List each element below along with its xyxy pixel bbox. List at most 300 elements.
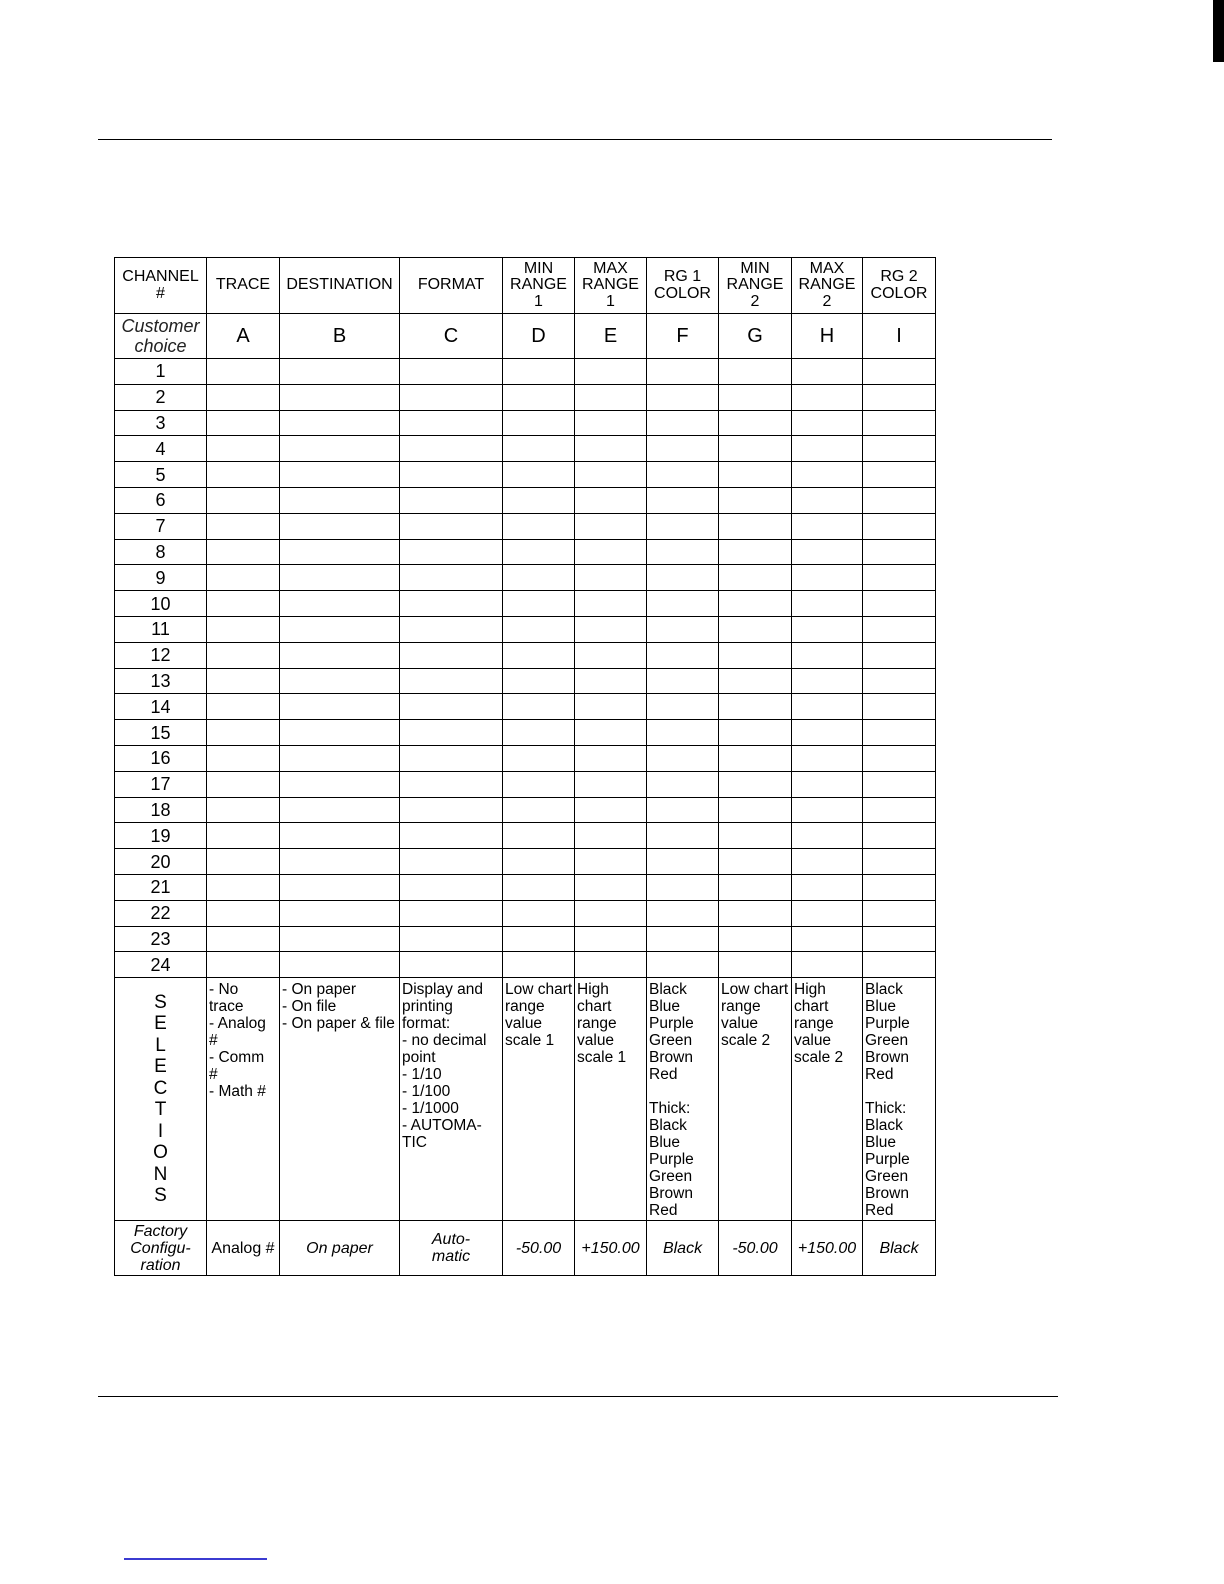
selection-line: - On paper & file bbox=[282, 1015, 395, 1033]
selections-label-letter: S bbox=[154, 1185, 167, 1207]
empty-entry-cell bbox=[280, 384, 400, 410]
column-header: DESTINATION bbox=[280, 258, 400, 314]
empty-entry-cell bbox=[719, 410, 792, 436]
header-rule bbox=[98, 139, 1052, 140]
empty-entry-cell bbox=[503, 926, 575, 952]
column-letter: D bbox=[503, 314, 575, 359]
empty-entry-cell bbox=[280, 823, 400, 849]
empty-entry-cell bbox=[280, 359, 400, 385]
empty-entry-cell bbox=[792, 436, 863, 462]
selection-line: Low chart bbox=[721, 981, 789, 999]
selections-label-letter: I bbox=[157, 1120, 164, 1142]
empty-entry-cell bbox=[207, 900, 280, 926]
empty-entry-cell bbox=[863, 694, 936, 720]
empty-entry-cell bbox=[207, 565, 280, 591]
empty-entry-cell bbox=[863, 591, 936, 617]
empty-entry-cell bbox=[719, 616, 792, 642]
channel-number: 16 bbox=[115, 745, 207, 771]
empty-entry-cell bbox=[400, 771, 503, 797]
empty-entry-cell bbox=[792, 487, 863, 513]
empty-entry-cell bbox=[207, 668, 280, 694]
empty-entry-cell bbox=[503, 720, 575, 746]
empty-entry-cell bbox=[792, 952, 863, 978]
empty-entry-cell bbox=[400, 539, 503, 565]
selection-line: Red bbox=[865, 1066, 894, 1084]
selections-label-letter: E bbox=[154, 1013, 167, 1035]
empty-entry-cell bbox=[647, 384, 719, 410]
empty-entry-cell bbox=[647, 849, 719, 875]
empty-entry-cell bbox=[400, 642, 503, 668]
channel-number: 21 bbox=[115, 874, 207, 900]
empty-entry-cell bbox=[503, 359, 575, 385]
factory-max-range-1: +150.00 bbox=[575, 1221, 647, 1276]
selection-line: - Analog bbox=[209, 1015, 266, 1033]
selection-line: range bbox=[505, 998, 545, 1016]
empty-entry-cell bbox=[400, 694, 503, 720]
empty-entry-cell bbox=[575, 926, 647, 952]
empty-entry-cell bbox=[400, 410, 503, 436]
empty-entry-cell bbox=[863, 487, 936, 513]
channel-row bbox=[115, 668, 936, 694]
empty-entry-cell bbox=[207, 849, 280, 875]
empty-entry-cell bbox=[647, 694, 719, 720]
empty-entry-cell bbox=[207, 874, 280, 900]
channel-row bbox=[115, 849, 936, 875]
empty-entry-cell bbox=[792, 720, 863, 746]
selection-line: trace bbox=[209, 998, 244, 1016]
channel-row bbox=[115, 591, 936, 617]
column-header: MIN RANGE 2 bbox=[719, 258, 792, 314]
channel-number: 17 bbox=[115, 771, 207, 797]
selection-line: Green bbox=[649, 1032, 693, 1050]
empty-entry-cell bbox=[575, 771, 647, 797]
empty-entry-cell bbox=[280, 874, 400, 900]
empty-entry-cell bbox=[503, 487, 575, 513]
empty-entry-cell bbox=[503, 900, 575, 926]
column-header: RG 2 COLOR bbox=[863, 258, 936, 314]
empty-entry-cell bbox=[400, 797, 503, 823]
selection-line: chart bbox=[577, 998, 612, 1016]
empty-entry-cell bbox=[280, 900, 400, 926]
selection-line: value bbox=[577, 1032, 615, 1050]
selection-line: Green bbox=[649, 1168, 693, 1186]
empty-entry-cell bbox=[503, 384, 575, 410]
empty-entry-cell bbox=[647, 952, 719, 978]
empty-entry-cell bbox=[719, 668, 792, 694]
factory-format: Auto- matic bbox=[400, 1221, 503, 1276]
empty-entry-cell bbox=[647, 874, 719, 900]
empty-entry-cell bbox=[792, 771, 863, 797]
empty-entry-cell bbox=[719, 823, 792, 849]
channel-number: 9 bbox=[115, 565, 207, 591]
empty-entry-cell bbox=[719, 849, 792, 875]
empty-entry-cell bbox=[503, 745, 575, 771]
selection-line: Blue bbox=[649, 998, 681, 1016]
empty-entry-cell bbox=[863, 410, 936, 436]
empty-entry-cell bbox=[207, 591, 280, 617]
factory-min-range-2: -50.00 bbox=[719, 1221, 792, 1276]
empty-entry-cell bbox=[792, 668, 863, 694]
empty-entry-cell bbox=[863, 952, 936, 978]
selection-line: Brown bbox=[865, 1049, 909, 1067]
empty-entry-cell bbox=[647, 565, 719, 591]
empty-entry-cell bbox=[503, 771, 575, 797]
empty-entry-cell bbox=[400, 513, 503, 539]
empty-entry-cell bbox=[503, 874, 575, 900]
empty-entry-cell bbox=[575, 359, 647, 385]
selection-line: Purple bbox=[649, 1015, 694, 1033]
channel-row bbox=[115, 384, 936, 410]
empty-entry-cell bbox=[647, 487, 719, 513]
channel-row bbox=[115, 720, 936, 746]
empty-entry-cell bbox=[863, 771, 936, 797]
empty-entry-cell bbox=[863, 359, 936, 385]
empty-entry-cell bbox=[400, 436, 503, 462]
empty-entry-cell bbox=[207, 462, 280, 488]
empty-entry-cell bbox=[400, 720, 503, 746]
empty-entry-cell bbox=[719, 462, 792, 488]
channel-number: 5 bbox=[115, 462, 207, 488]
selection-line: scale 2 bbox=[721, 1032, 771, 1050]
empty-entry-cell bbox=[863, 565, 936, 591]
empty-entry-cell bbox=[207, 797, 280, 823]
empty-entry-cell bbox=[280, 745, 400, 771]
selection-line: Purple bbox=[649, 1151, 694, 1169]
selection-line: High bbox=[794, 981, 826, 999]
selection-line: Thick: bbox=[649, 1100, 691, 1118]
channel-row bbox=[115, 487, 936, 513]
empty-entry-cell bbox=[207, 823, 280, 849]
empty-entry-cell bbox=[280, 487, 400, 513]
header-row bbox=[115, 258, 936, 314]
factory-destination: On paper bbox=[280, 1221, 400, 1276]
empty-entry-cell bbox=[503, 539, 575, 565]
empty-entry-cell bbox=[863, 926, 936, 952]
empty-entry-cell bbox=[719, 591, 792, 617]
selection-line: # bbox=[209, 1032, 218, 1050]
empty-entry-cell bbox=[280, 771, 400, 797]
selections-label-letter: N bbox=[153, 1163, 168, 1185]
empty-entry-cell bbox=[280, 720, 400, 746]
selection-line: - AUTOMA- bbox=[402, 1117, 482, 1135]
empty-entry-cell bbox=[280, 668, 400, 694]
channel-number: 10 bbox=[115, 591, 207, 617]
empty-entry-cell bbox=[575, 642, 647, 668]
empty-entry-cell bbox=[280, 513, 400, 539]
empty-entry-cell bbox=[792, 849, 863, 875]
empty-entry-cell bbox=[863, 823, 936, 849]
selections-destination bbox=[280, 978, 400, 1221]
empty-entry-cell bbox=[647, 410, 719, 436]
empty-entry-cell bbox=[280, 436, 400, 462]
empty-entry-cell bbox=[647, 539, 719, 565]
selection-line: Brown bbox=[865, 1185, 909, 1203]
channel-row bbox=[115, 565, 936, 591]
empty-entry-cell bbox=[575, 565, 647, 591]
channel-row bbox=[115, 410, 936, 436]
empty-entry-cell bbox=[719, 694, 792, 720]
empty-entry-cell bbox=[647, 720, 719, 746]
empty-entry-cell bbox=[503, 642, 575, 668]
selections-trace bbox=[207, 978, 280, 1221]
empty-entry-cell bbox=[503, 462, 575, 488]
channel-row bbox=[115, 926, 936, 952]
empty-entry-cell bbox=[503, 823, 575, 849]
channel-number: 7 bbox=[115, 513, 207, 539]
empty-entry-cell bbox=[647, 359, 719, 385]
channel-number: 12 bbox=[115, 642, 207, 668]
empty-entry-cell bbox=[503, 694, 575, 720]
empty-entry-cell bbox=[280, 694, 400, 720]
empty-entry-cell bbox=[647, 823, 719, 849]
empty-entry-cell bbox=[647, 616, 719, 642]
channel-row bbox=[115, 616, 936, 642]
empty-entry-cell bbox=[207, 694, 280, 720]
empty-entry-cell bbox=[863, 462, 936, 488]
empty-entry-cell bbox=[647, 771, 719, 797]
selection-line: Black bbox=[865, 1117, 903, 1135]
selections-label bbox=[115, 978, 207, 1221]
empty-entry-cell bbox=[647, 926, 719, 952]
selections-label-letter: C bbox=[153, 1077, 168, 1099]
selections-label-letter: E bbox=[154, 1056, 167, 1078]
empty-entry-cell bbox=[400, 487, 503, 513]
empty-entry-cell bbox=[575, 823, 647, 849]
empty-entry-cell bbox=[575, 745, 647, 771]
selection-line: - Comm bbox=[209, 1049, 265, 1067]
selection-line: Red bbox=[649, 1202, 678, 1220]
channel-row bbox=[115, 539, 936, 565]
empty-entry-cell bbox=[792, 797, 863, 823]
empty-entry-cell bbox=[863, 745, 936, 771]
selections-label-letter: O bbox=[153, 1142, 168, 1164]
selection-line: Purple bbox=[865, 1015, 910, 1033]
empty-entry-cell bbox=[207, 952, 280, 978]
empty-entry-cell bbox=[280, 565, 400, 591]
empty-entry-cell bbox=[400, 359, 503, 385]
empty-entry-cell bbox=[719, 436, 792, 462]
channel-number: 22 bbox=[115, 900, 207, 926]
selections-max-range-2 bbox=[792, 978, 863, 1221]
selection-line: - 1/10 bbox=[402, 1066, 442, 1084]
selection-line: chart bbox=[794, 998, 829, 1016]
empty-entry-cell bbox=[863, 874, 936, 900]
empty-entry-cell bbox=[400, 616, 503, 642]
empty-entry-cell bbox=[647, 436, 719, 462]
empty-entry-cell bbox=[863, 384, 936, 410]
selection-line: point bbox=[402, 1049, 436, 1067]
factory-configuration-label: Factory Configu- ration bbox=[115, 1221, 207, 1276]
selection-line: scale 1 bbox=[505, 1032, 555, 1050]
factory-trace: Analog # bbox=[207, 1221, 280, 1276]
empty-entry-cell bbox=[719, 487, 792, 513]
channel-row bbox=[115, 874, 936, 900]
selection-line: range bbox=[721, 998, 761, 1016]
empty-entry-cell bbox=[863, 539, 936, 565]
selection-line: - no decimal bbox=[402, 1032, 487, 1050]
empty-entry-cell bbox=[792, 694, 863, 720]
channel-row bbox=[115, 513, 936, 539]
empty-entry-cell bbox=[280, 410, 400, 436]
empty-entry-cell bbox=[400, 668, 503, 694]
empty-entry-cell bbox=[207, 384, 280, 410]
empty-entry-cell bbox=[280, 462, 400, 488]
empty-entry-cell bbox=[503, 952, 575, 978]
empty-entry-cell bbox=[207, 771, 280, 797]
factory-rg1-color: Black bbox=[647, 1221, 719, 1276]
channel-row bbox=[115, 771, 936, 797]
empty-entry-cell bbox=[207, 410, 280, 436]
channel-row bbox=[115, 823, 936, 849]
selections-rg2-color bbox=[863, 978, 936, 1221]
footer-rule bbox=[98, 1396, 1058, 1397]
selection-line: - On paper bbox=[282, 981, 357, 999]
column-letter: A bbox=[207, 314, 280, 359]
selection-line: Black bbox=[649, 1117, 687, 1135]
empty-entry-cell bbox=[863, 668, 936, 694]
selection-line: Green bbox=[865, 1032, 909, 1050]
empty-entry-cell bbox=[207, 642, 280, 668]
channel-number: 18 bbox=[115, 797, 207, 823]
selection-line: Thick: bbox=[865, 1100, 907, 1118]
selections-row bbox=[115, 978, 936, 1221]
empty-entry-cell bbox=[719, 952, 792, 978]
empty-entry-cell bbox=[575, 410, 647, 436]
channel-row bbox=[115, 436, 936, 462]
empty-entry-cell bbox=[400, 462, 503, 488]
selection-line: value bbox=[721, 1015, 759, 1033]
selection-line: TIC bbox=[402, 1134, 427, 1152]
empty-entry-cell bbox=[280, 849, 400, 875]
empty-entry-cell bbox=[280, 952, 400, 978]
empty-entry-cell bbox=[207, 539, 280, 565]
empty-entry-cell bbox=[503, 797, 575, 823]
empty-entry-cell bbox=[503, 436, 575, 462]
empty-entry-cell bbox=[863, 720, 936, 746]
selection-line: - No bbox=[209, 981, 239, 999]
column-letter: E bbox=[575, 314, 647, 359]
empty-entry-cell bbox=[719, 745, 792, 771]
empty-entry-cell bbox=[207, 616, 280, 642]
channel-number: 14 bbox=[115, 694, 207, 720]
empty-entry-cell bbox=[792, 565, 863, 591]
selection-line: scale 2 bbox=[794, 1049, 844, 1067]
empty-entry-cell bbox=[647, 513, 719, 539]
channel-number: 13 bbox=[115, 668, 207, 694]
column-header: CHANNEL # bbox=[115, 258, 207, 314]
selection-line: - 1/1000 bbox=[402, 1100, 459, 1118]
empty-entry-cell bbox=[575, 436, 647, 462]
selection-line: Blue bbox=[865, 1134, 897, 1152]
footer-link-underline bbox=[124, 1558, 267, 1560]
factory-min-range-1: -50.00 bbox=[503, 1221, 575, 1276]
selections-rg1-color bbox=[647, 978, 719, 1221]
empty-entry-cell bbox=[575, 952, 647, 978]
empty-entry-cell bbox=[575, 384, 647, 410]
column-header: MIN RANGE 1 bbox=[503, 258, 575, 314]
channel-number: 3 bbox=[115, 410, 207, 436]
empty-entry-cell bbox=[647, 745, 719, 771]
selection-line: range bbox=[794, 1015, 834, 1033]
channel-number: 19 bbox=[115, 823, 207, 849]
channel-row bbox=[115, 797, 936, 823]
empty-entry-cell bbox=[280, 539, 400, 565]
channel-row bbox=[115, 359, 936, 385]
empty-entry-cell bbox=[280, 797, 400, 823]
channel-number: 23 bbox=[115, 926, 207, 952]
empty-entry-cell bbox=[792, 513, 863, 539]
channel-row bbox=[115, 745, 936, 771]
empty-entry-cell bbox=[575, 462, 647, 488]
empty-entry-cell bbox=[792, 874, 863, 900]
empty-entry-cell bbox=[863, 616, 936, 642]
empty-entry-cell bbox=[207, 926, 280, 952]
empty-entry-cell bbox=[207, 487, 280, 513]
empty-entry-cell bbox=[575, 720, 647, 746]
empty-entry-cell bbox=[207, 513, 280, 539]
empty-entry-cell bbox=[719, 926, 792, 952]
column-letter: I bbox=[863, 314, 936, 359]
empty-entry-cell bbox=[503, 591, 575, 617]
column-letter: C bbox=[400, 314, 503, 359]
empty-entry-cell bbox=[575, 797, 647, 823]
selection-line: Low chart bbox=[505, 981, 573, 999]
empty-entry-cell bbox=[863, 436, 936, 462]
empty-entry-cell bbox=[575, 694, 647, 720]
empty-entry-cell bbox=[719, 642, 792, 668]
selection-line: Blue bbox=[865, 998, 897, 1016]
empty-entry-cell bbox=[400, 823, 503, 849]
empty-entry-cell bbox=[792, 745, 863, 771]
selection-line: range bbox=[577, 1015, 617, 1033]
selection-line: - On file bbox=[282, 998, 337, 1016]
customer-choice-label: Customer choice bbox=[115, 314, 207, 359]
factory-rg2-color: Black bbox=[863, 1221, 936, 1276]
selection-line bbox=[649, 1083, 716, 1100]
empty-entry-cell bbox=[719, 359, 792, 385]
empty-entry-cell bbox=[719, 797, 792, 823]
empty-entry-cell bbox=[280, 616, 400, 642]
selection-line: value bbox=[505, 1015, 543, 1033]
empty-entry-cell bbox=[207, 745, 280, 771]
empty-entry-cell bbox=[792, 539, 863, 565]
selection-line: - Math # bbox=[209, 1083, 266, 1101]
empty-entry-cell bbox=[792, 410, 863, 436]
empty-entry-cell bbox=[792, 926, 863, 952]
selection-line: Brown bbox=[649, 1049, 693, 1067]
channel-number: 8 bbox=[115, 539, 207, 565]
empty-entry-cell bbox=[575, 668, 647, 694]
empty-entry-cell bbox=[863, 900, 936, 926]
selections-format bbox=[400, 978, 503, 1221]
channel-number: 1 bbox=[115, 359, 207, 385]
empty-entry-cell bbox=[575, 849, 647, 875]
page-edge-mark bbox=[1213, 0, 1224, 62]
empty-entry-cell bbox=[719, 771, 792, 797]
empty-entry-cell bbox=[647, 797, 719, 823]
empty-entry-cell bbox=[719, 720, 792, 746]
empty-entry-cell bbox=[207, 436, 280, 462]
factory-configuration-row bbox=[115, 1221, 936, 1276]
selections-max-range-1 bbox=[575, 978, 647, 1221]
empty-entry-cell bbox=[207, 720, 280, 746]
channel-number: 11 bbox=[115, 616, 207, 642]
empty-entry-cell bbox=[400, 900, 503, 926]
empty-entry-cell bbox=[400, 849, 503, 875]
empty-entry-cell bbox=[647, 900, 719, 926]
column-header: MAX RANGE 1 bbox=[575, 258, 647, 314]
empty-entry-cell bbox=[400, 565, 503, 591]
